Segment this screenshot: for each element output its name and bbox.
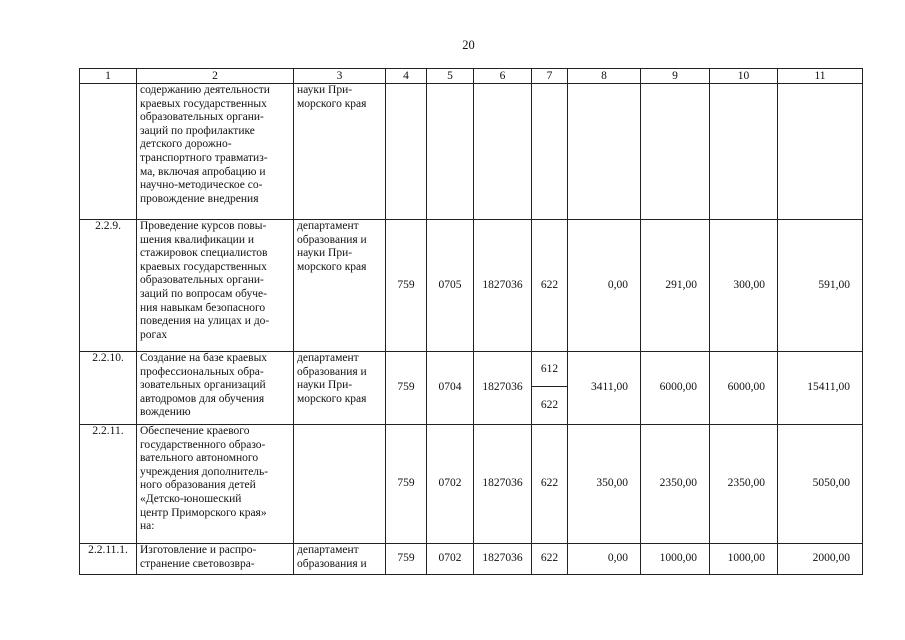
row-cell: 2000,00 (778, 544, 863, 575)
header-cell: 10 (710, 69, 778, 84)
header-cell: 7 (532, 69, 568, 84)
row-description: содержанию деятельности краевых государственных образовательных органи- заций по профилактике детского дорожно- транспортного травматиз- ма, включая апробацию и научно-методическое со- провождение внедрения (137, 84, 294, 220)
row-cell (568, 84, 641, 220)
row-cell: 1827036 (474, 352, 532, 425)
table-row (80, 84, 863, 220)
row-cell (532, 84, 568, 220)
table-row (80, 544, 863, 575)
row-description: Обеспечение краевого государственного образо- вательного автономного учреждения дополнитель- ного образования детей «Детско-юношеский центр Приморского края» на: (137, 425, 294, 544)
budget-table (79, 68, 863, 575)
row-cell: 622 (532, 544, 568, 575)
row-cell: 0702 (427, 425, 474, 544)
header-cell: 2 (137, 69, 294, 84)
row-cell: 291,00 (641, 220, 710, 352)
row-cell: 1000,00 (710, 544, 778, 575)
row-cell-split (532, 352, 568, 425)
row-cell (778, 84, 863, 220)
row-cell: 15411,00 (778, 352, 863, 425)
row-cell: 0,00 (568, 220, 641, 352)
row-executor (294, 425, 386, 544)
row-cell: 0705 (427, 220, 474, 352)
header-cell: 6 (474, 69, 532, 84)
row-cell: 0702 (427, 544, 474, 575)
row-cell: 622 (540, 399, 559, 411)
row-cell (427, 84, 474, 220)
row-cell: 6000,00 (710, 352, 778, 425)
row-cell: 759 (386, 352, 427, 425)
row-cell: 622 (532, 425, 568, 544)
header-cell: 9 (641, 69, 710, 84)
row-cell: 612 (532, 352, 568, 387)
row-cell (641, 84, 710, 220)
row-cell: 300,00 (710, 220, 778, 352)
table-row (80, 352, 863, 425)
row-executor: департамент образования и науки При- морского края (294, 352, 386, 425)
row-cell: 759 (386, 425, 427, 544)
header-cell: 4 (386, 69, 427, 84)
table-row (80, 425, 863, 544)
header-cell: 1 (80, 69, 137, 84)
row-cell: 2350,00 (710, 425, 778, 544)
row-cell (474, 84, 532, 220)
row-cell: 350,00 (568, 425, 641, 544)
row-cell: 1827036 (474, 425, 532, 544)
row-index: 2.2.10. (80, 352, 137, 425)
row-cell: 6000,00 (641, 352, 710, 425)
header-cell: 5 (427, 69, 474, 84)
row-cell: 1000,00 (641, 544, 710, 575)
row-description: Изготовление и распро- странение световозвра- (137, 544, 294, 575)
row-index: 2.2.11. (80, 425, 137, 544)
row-executor: науки При- морского края (294, 84, 386, 220)
row-executor: департамент образования и науки При- морского края (294, 220, 386, 352)
row-cell: 622 (532, 220, 568, 352)
row-cell: 1827036 (474, 220, 532, 352)
page-number: 20 (462, 38, 475, 52)
row-description: Проведение курсов повы- шения квалификации и стажировок специалистов краевых государственных образовательных органи- заций по вопросам обуче- ния навыкам безопасного поведения на улицах и до- рогах (137, 220, 294, 352)
row-cell: 3411,00 (568, 352, 641, 425)
row-description: Создание на базе краевых профессиональных обра- зовательных организаций автодромов для обучения вождению (137, 352, 294, 425)
row-index: 2.2.9. (80, 220, 137, 352)
row-cell: 759 (386, 544, 427, 575)
row-cell: 0,00 (568, 544, 641, 575)
header-cell: 8 (568, 69, 641, 84)
row-cell: 5050,00 (778, 425, 863, 544)
row-index: 2.2.11.1. (80, 544, 137, 575)
header-cell: 11 (778, 69, 863, 84)
row-executor: департамент образования и (294, 544, 386, 575)
row-cell: 0704 (427, 352, 474, 425)
header-row (80, 69, 863, 84)
row-cell (710, 84, 778, 220)
table-row (80, 220, 863, 352)
row-cell: 591,00 (778, 220, 863, 352)
row-cell: 1827036 (474, 544, 532, 575)
row-cell (386, 84, 427, 220)
row-index (80, 84, 137, 220)
row-cell: 759 (386, 220, 427, 352)
header-cell: 3 (294, 69, 386, 84)
row-cell: 2350,00 (641, 425, 710, 544)
